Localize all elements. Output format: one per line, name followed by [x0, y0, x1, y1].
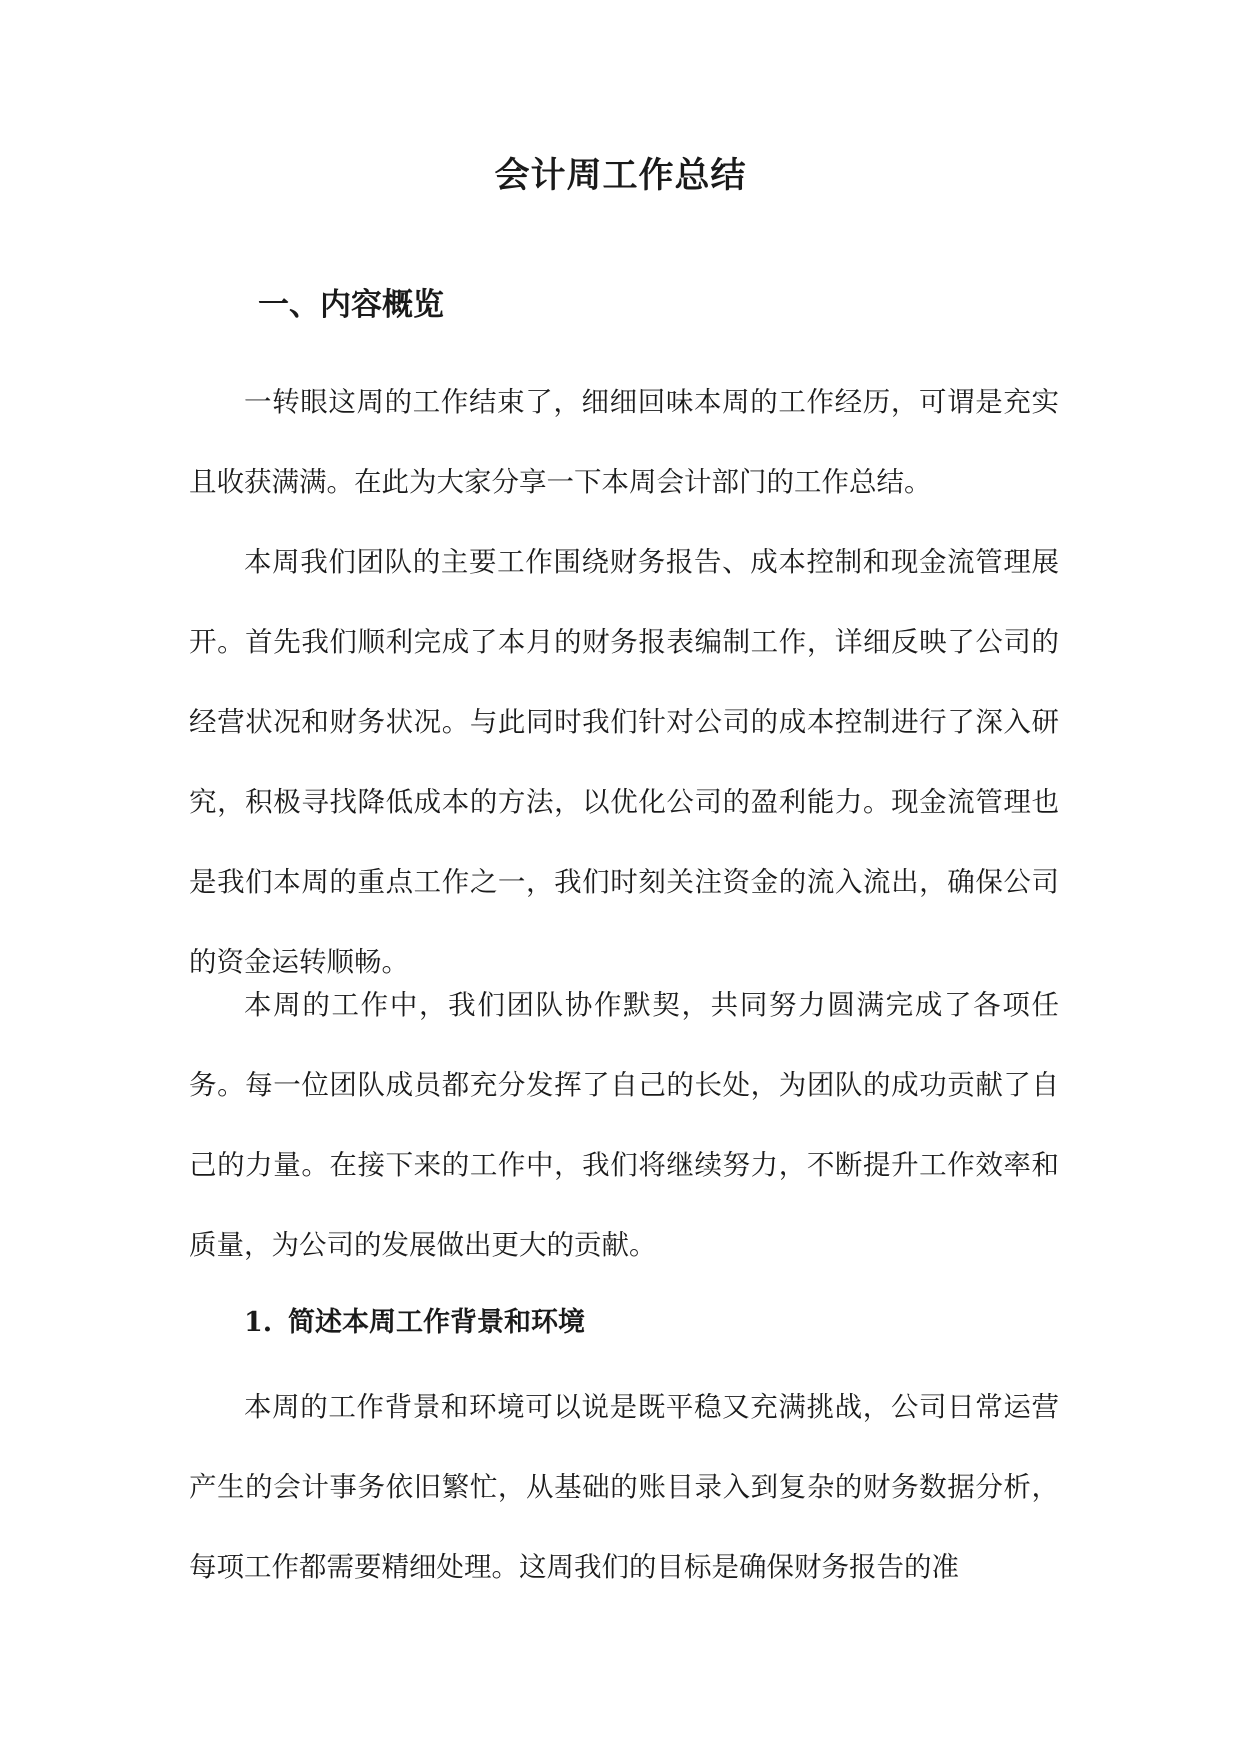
document-title: 会计周工作总结 — [494, 155, 747, 196]
section-heading-overview: 一、内容概览 — [258, 287, 444, 323]
paragraph-background: 本周的工作背景和环境可以说是既平稳又充满挑战，公司日常运营产生的会计事务依旧繁忙，从基础的账目录入到复杂的财务数据分析，每项工作都需要精细处理。这周我们的目标是确保财务报告的准 — [189, 1391, 1059, 1583]
paragraph-intro: 一转眼这周的工作结束了，细细回味本周的工作经历，可谓是充实且收获满满。在此为大家分享一下本周会计部门的工作总结。 — [189, 386, 1059, 498]
paragraph-teamwork: 本周的工作中，我们团队协作默契，共同努力圆满完成了各项任务。每一位团队成员都充分发挥了自己的长处，为团队的成功贡献了自己的力量。在接下来的工作中，我们将继续努力，不断提升工作效率和质量，为公司的发展做出更大的贡献。 — [189, 989, 1059, 1261]
subsection-title: 简述本周工作背景和环境 — [288, 1307, 585, 1338]
subsection-number: 1. — [244, 1307, 273, 1338]
subsection-heading-background — [244, 1303, 585, 1343]
paragraph-main-work: 本周我们团队的主要工作围绕财务报告、成本控制和现金流管理展开。首先我们顺利完成了本月的财务报表编制工作，详细反映了公司的经营状况和财务状况。与此同时我们针对公司的成本控制进行了深入研究，积极寻找降低成本的方法，以优化公司的盈利能力。现金流管理也是我们本周的重点工作之一，我们时刻关注资金的流入流出，确保公司的资金运转顺畅。 — [189, 546, 1059, 978]
